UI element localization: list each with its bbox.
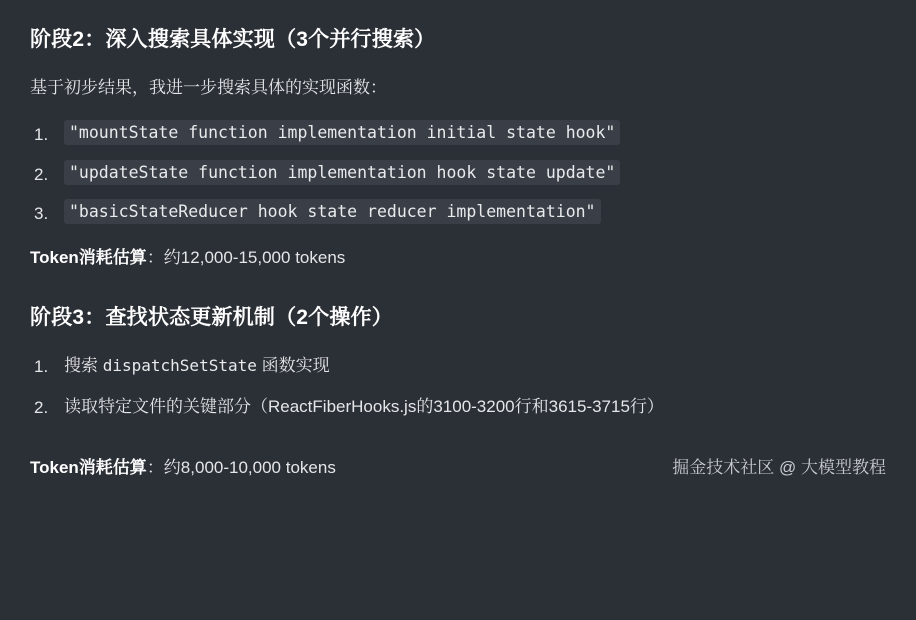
token-value: ：约8,000-10,000 tokens	[146, 457, 336, 477]
function-name-code: dispatchSetState	[102, 356, 257, 376]
list-item	[30, 394, 886, 420]
stage2-heading: 阶段2：深入搜索具体实现（3个并行搜索）	[30, 28, 436, 51]
footer-row	[30, 434, 886, 480]
stage2-search-list	[30, 121, 886, 224]
list-item-prefix: 读取特定文件的关键部分（ReactFiberHooks.js的3100-3200行和3615-3715行）	[64, 396, 664, 416]
stage2-lead-text: 基于初步结果，我进一步搜索具体的实现函数：	[30, 78, 387, 98]
stage3-heading: 阶段3：查找状态更新机制（2个操作）	[30, 305, 393, 329]
list-item	[30, 353, 886, 379]
stage2-token-estimate	[30, 246, 886, 270]
token-label: Token消耗估算	[30, 457, 147, 477]
list-item	[30, 121, 886, 145]
token-label: Token消耗估算	[30, 248, 147, 268]
list-item-suffix: 函数实现	[256, 356, 330, 376]
search-query-code: "basicStateReducer hook state reducer implementation"	[64, 199, 601, 224]
stage3-token-estimate	[30, 456, 336, 480]
list-item-prefix: 搜索	[64, 356, 103, 376]
watermark-text: 掘金技术社区 @ 大模型教程	[672, 457, 886, 477]
list-item	[30, 161, 886, 185]
list-item	[30, 200, 886, 224]
token-value: ：约12,000-15,000 tokens	[146, 248, 346, 268]
search-query-code: "updateState function implementation hook state update"	[64, 160, 620, 185]
search-query-code: "mountState function implementation initial state hook"	[64, 120, 620, 145]
stage3-operation-list	[30, 353, 886, 420]
